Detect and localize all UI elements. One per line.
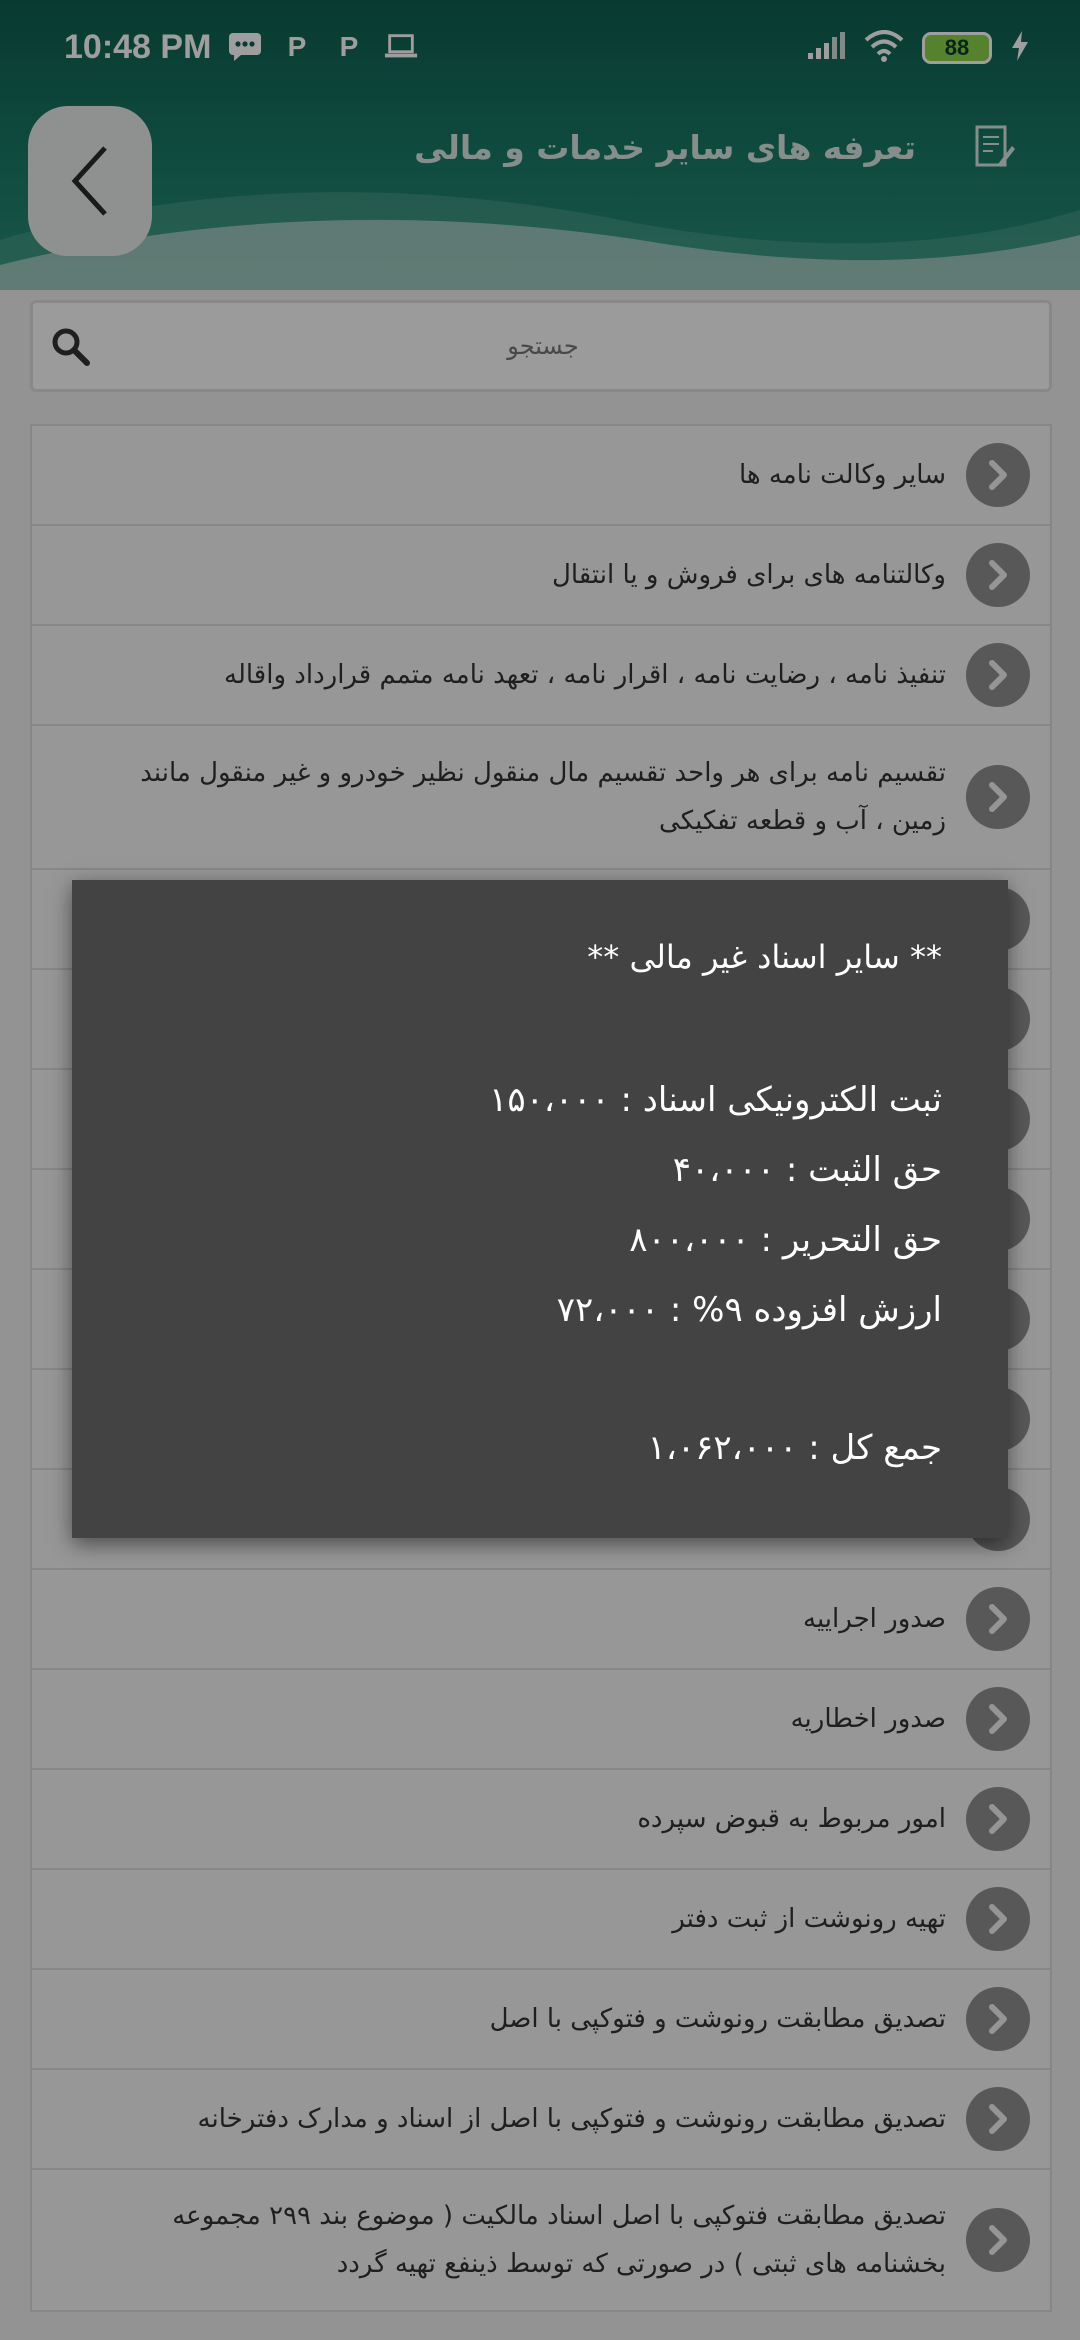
popup-line-drafting-fee: حق التحریر : ۸۰۰،۰۰۰: [629, 1220, 942, 1260]
list-item-label: تصدیق مطابقت فتوکپی با اصل اسناد مالکیت ( موضوع بند ۲۹۹ مجموعه بخشنامه های ثبتی ) در صورتی که توسط ذینفع تهیه گردد: [172, 2201, 946, 2279]
popup-line-electronic-registration: ثبت الکترونیکی اسناد : ۱۵۰،۰۰۰: [489, 1080, 942, 1120]
list-item-label: صدور اجراییه: [803, 1604, 946, 1634]
list-item-label: صدور اخطاریه: [790, 1704, 946, 1734]
list-item-label: تصدیق مطابقت رونوشت و فتوکپی با اصل از اسناد و مدارک دفترخانه: [197, 2104, 946, 2134]
page-title: تعرفه های سایر خدمات و مالی: [414, 128, 916, 167]
list-item-label: امور مربوط به قبوض سپرده: [637, 1804, 946, 1834]
list-item-label: تنفیذ نامه ، رضایت نامه ، اقرار نامه ، تعهد نامه متمم قرارداد واقاله: [224, 660, 946, 690]
battery-indicator: 88: [922, 32, 992, 64]
list-item-label: سایر وکالت نامه ها: [738, 460, 946, 490]
list-item-label: تهیه رونوشت از ثبت دفتر: [672, 1904, 946, 1934]
list-item-label: تصدیق مطابقت رونوشت و فتوکپی با اصل: [489, 2004, 946, 2034]
popup-line-vat: ارزش افزوده ۹% : ۷۲،۰۰۰: [556, 1290, 942, 1330]
popup-line-registration-fee: حق الثبت : ۴۰،۰۰۰: [672, 1150, 942, 1190]
popup-line-total: جمع کل : ۱،۰۶۲،۰۰۰: [647, 1428, 942, 1468]
p-app-icon-2: P: [339, 31, 359, 62]
tariff-detail-popup: [72, 880, 1008, 1538]
list-item-label: وکالتنامه های برای فروش و یا انتقال: [551, 560, 946, 590]
p-app-icon: P: [287, 31, 307, 62]
status-time: 10:48 PM: [64, 28, 212, 66]
list-item-label: تقسیم نامه برای هر واحد تقسیم مال منقول نظیر خودرو و غیر منقول مانند زمین ، آب و قطعه تفکیکی: [140, 758, 946, 836]
popup-heading: ** سایر اسناد غیر مالی **: [587, 938, 942, 976]
